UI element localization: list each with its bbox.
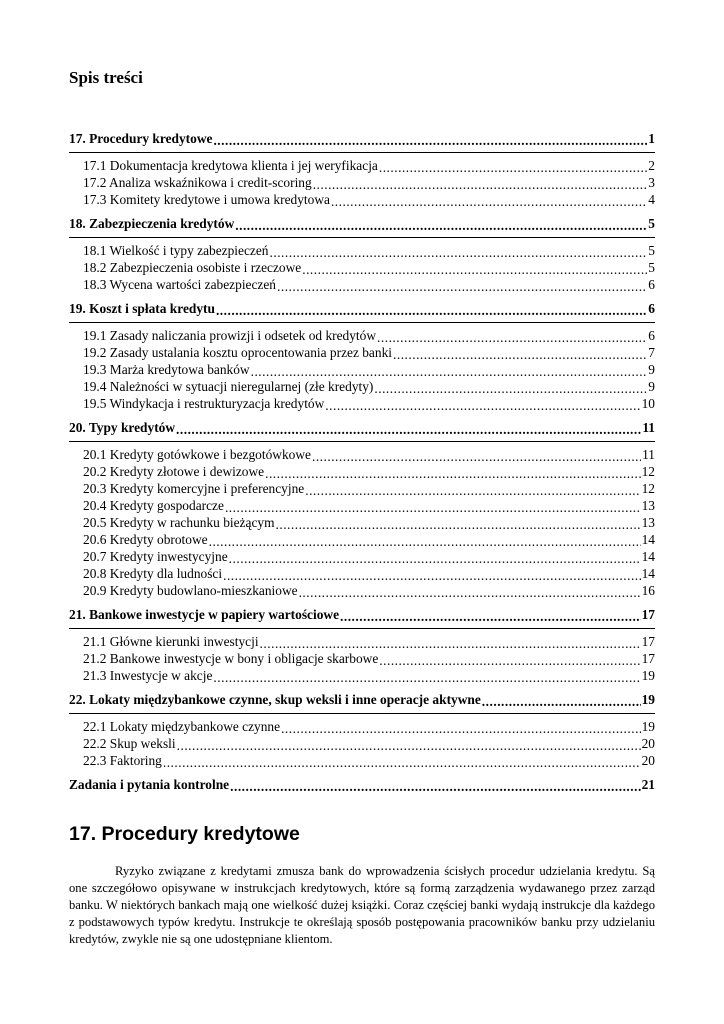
toc-entry-page: 19	[641, 719, 655, 734]
toc-entry-page: 19	[641, 692, 655, 707]
toc-entry-label: 20.5 Kredyty w rachunku bieżącym	[83, 515, 275, 530]
toc-entry-page: 14	[641, 566, 655, 581]
toc-entry-label: 19.5 Windykacja i restrukturyzacja kredytów	[83, 396, 325, 411]
dot-leader	[225, 501, 641, 514]
dot-leader	[230, 780, 640, 793]
toc-entry-label: 18. Zabezpieczenia kredytów	[69, 216, 235, 231]
toc-subsection-entry[interactable]	[69, 565, 655, 582]
toc-subsection-entry[interactable]	[69, 446, 655, 463]
toc-subsection-entry[interactable]	[69, 497, 655, 514]
toc-subsection-entry[interactable]	[69, 395, 655, 412]
toc-entry-page: 12	[641, 464, 655, 479]
toc-entry-page: 1	[648, 131, 655, 146]
toc-subsection-entry[interactable]	[69, 735, 655, 752]
toc-entry-label: 20.8 Kredyty dla ludności	[83, 566, 223, 581]
toc-subsection-entry[interactable]	[69, 157, 655, 174]
toc-entry-page: 2	[648, 158, 655, 173]
dot-leader	[235, 219, 647, 232]
dot-leader	[302, 263, 647, 276]
toc-subsection-entry[interactable]	[69, 327, 655, 344]
toc-entry-label: 19.2 Zasady ustalania kosztu oprocentowania przez banki	[83, 345, 392, 360]
toc-entry-label: Zadania i pytania kontrolne	[69, 777, 230, 792]
toc-entry-page: 17	[641, 634, 655, 649]
toc-entry-page: 6	[648, 277, 655, 292]
toc-entry-page: 12	[641, 481, 655, 496]
toc-entry-page: 5	[648, 243, 655, 258]
dot-leader	[305, 484, 640, 497]
dot-leader	[340, 610, 641, 623]
toc-entry-label: 18.3 Wycena wartości zabezpieczeń	[83, 277, 277, 292]
toc-entry-page: 14	[641, 532, 655, 547]
toc-entry-page: 21	[641, 777, 655, 792]
dot-leader	[313, 178, 648, 191]
toc-entry-label: 20.4 Kredyty gospodarcze	[83, 498, 224, 513]
toc-entry-label: 18.1 Wielkość i typy zabezpieczeń	[83, 243, 269, 258]
toc-section-entry[interactable]	[69, 296, 655, 317]
toc-entry-page: 7	[648, 345, 655, 360]
toc-entry-label: 22.3 Faktoring	[83, 753, 162, 768]
dot-leader	[209, 535, 641, 548]
toc-entry-label: 20.7 Kredyty inwestycyjne	[83, 549, 228, 564]
dot-leader	[213, 671, 640, 684]
toc-subsection-entry[interactable]	[69, 514, 655, 531]
toc-entry-label: 19.4 Należności w sytuacji nieregularnej (złe kredyty)	[83, 379, 374, 394]
toc-subsection-entry[interactable]	[69, 463, 655, 480]
toc-subsection-entry[interactable]	[69, 752, 655, 769]
dot-leader	[377, 331, 647, 344]
toc-entry-page: 13	[641, 515, 655, 530]
toc-entry-page: 5	[648, 216, 655, 231]
toc-title: Spis treści	[69, 68, 143, 87]
dot-leader	[281, 722, 641, 735]
dot-leader	[379, 161, 647, 174]
toc-subsection-entry[interactable]	[69, 361, 655, 378]
toc-entry-page: 17	[641, 607, 655, 622]
toc-entry-page: 6	[648, 328, 655, 343]
dot-leader	[223, 569, 641, 582]
toc-entry-label: 17.2 Analiza wskaźnikowa i credit-scoring	[83, 175, 312, 190]
toc-entry-page: 20	[641, 753, 655, 768]
toc-entry-page: 3	[648, 175, 655, 190]
toc-entry-label: 19.1 Zasady naliczania prowizji i odsetek od kredytów	[83, 328, 377, 343]
toc-subsection-entry[interactable]	[69, 650, 655, 667]
dot-leader	[163, 756, 641, 769]
toc-entry-label: 20. Typy kredytów	[69, 420, 176, 435]
toc-section-entry[interactable]	[69, 126, 655, 147]
table-of-contents	[69, 126, 655, 798]
dot-leader	[331, 195, 647, 208]
toc-entry-label: 22. Lokaty międzybankowe czynne, skup weksli i inne operacje aktywne	[69, 692, 481, 707]
toc-entry-label: 22.2 Skup weksli	[83, 736, 176, 751]
toc-subsection-entry[interactable]	[69, 344, 655, 361]
dot-leader	[177, 739, 641, 752]
dot-leader	[216, 304, 647, 317]
chapter-heading: 17. Procedury kredytowe	[69, 823, 300, 845]
toc-entry-label: 20.1 Kredyty gotówkowe i bezgotówkowe	[83, 447, 311, 462]
toc-subsection-group	[69, 237, 655, 293]
toc-subsection-entry[interactable]	[69, 531, 655, 548]
toc-entry-page: 16	[641, 583, 655, 598]
dot-leader	[325, 399, 640, 412]
toc-entry-label: 18.2 Zabezpieczenia osobiste i rzeczowe	[83, 260, 302, 275]
toc-entry-page: 14	[641, 549, 655, 564]
toc-entry-page: 5	[648, 260, 655, 275]
toc-entry-page: 13	[641, 498, 655, 513]
dot-leader	[270, 246, 648, 259]
toc-entry-label: 19. Koszt i spłata kredytu	[69, 301, 215, 316]
dot-leader	[213, 134, 647, 147]
dot-leader	[482, 695, 641, 708]
toc-subsection-entry[interactable]	[69, 174, 655, 191]
toc-entry-page: 10	[641, 396, 655, 411]
toc-entry-page: 19	[641, 668, 655, 683]
toc-subsection-entry[interactable]	[69, 548, 655, 565]
toc-entry-label: 17. Procedury kredytowe	[69, 131, 213, 146]
toc-entry-label: 20.3 Kredyty komercyjne i preferencyjne	[83, 481, 305, 496]
dot-leader	[379, 654, 640, 667]
toc-entry-label: 21.3 Inwestycje w akcje	[83, 668, 213, 683]
toc-subsection-group	[69, 628, 655, 684]
toc-subsection-entry[interactable]	[69, 191, 655, 208]
toc-entry-label: 21. Bankowe inwestycje w papiery wartościowe	[69, 607, 340, 622]
dot-leader	[260, 637, 641, 650]
toc-entry-page: 6	[648, 301, 655, 316]
toc-entry-label: 17.3 Komitety kredytowe i umowa kredytowa	[83, 192, 330, 207]
toc-entry-page: 20	[641, 736, 655, 751]
toc-entry-page: 9	[648, 362, 655, 377]
dot-leader	[312, 450, 641, 463]
dot-leader	[276, 518, 641, 531]
toc-entry-label: 19.3 Marża kredytowa banków	[83, 362, 250, 377]
toc-subsection-entry[interactable]	[69, 259, 655, 276]
toc-subsection-entry[interactable]	[69, 242, 655, 259]
toc-subsection-entry[interactable]	[69, 718, 655, 735]
dot-leader	[299, 586, 641, 599]
toc-entry-label: 17.1 Dokumentacja kredytowa klienta i jej weryfikacja	[83, 158, 378, 173]
toc-entry-page: 11	[642, 447, 655, 462]
toc-section-entry[interactable]	[69, 602, 655, 623]
dot-leader	[265, 467, 641, 480]
toc-entry-label: 21.1 Główne kierunki inwestycji	[83, 634, 259, 649]
toc-section-entry[interactable]	[69, 772, 655, 793]
dot-leader	[277, 280, 647, 293]
toc-entry-page: 17	[641, 651, 655, 666]
dot-leader	[393, 348, 647, 361]
toc-subsection-group	[69, 441, 655, 599]
toc-entry-page: 11	[642, 420, 655, 435]
dot-leader	[176, 423, 641, 436]
toc-subsection-group	[69, 713, 655, 769]
toc-entry-label: 20.2 Kredyty złotowe i dewizowe	[83, 464, 265, 479]
toc-entry-label: 20.9 Kredyty budowlano-mieszkaniowe	[83, 583, 298, 598]
toc-section-entry[interactable]	[69, 687, 655, 708]
toc-section-entry[interactable]	[69, 211, 655, 232]
toc-subsection-entry[interactable]	[69, 667, 655, 684]
dot-leader	[229, 552, 641, 565]
toc-entry-label: 20.6 Kredyty obrotowe	[83, 532, 208, 547]
toc-subsection-group	[69, 152, 655, 208]
dot-leader	[251, 365, 648, 378]
dot-leader	[374, 382, 647, 395]
toc-entry-label: 21.2 Bankowe inwestycje w bony i obligacje skarbowe	[83, 651, 379, 666]
toc-subsection-entry[interactable]	[69, 378, 655, 395]
toc-subsection-group	[69, 322, 655, 412]
toc-subsection-entry[interactable]	[69, 633, 655, 650]
toc-section-entry[interactable]	[69, 415, 655, 436]
toc-entry-label: 22.1 Lokaty międzybankowe czynne	[83, 719, 281, 734]
toc-subsection-entry[interactable]	[69, 480, 655, 497]
chapter-paragraph: Ryzyko związane z kredytami zmusza bank do wprowadzenia ścisłych procedur udzielania kredytu. Są one szczegółowo opisywane w instrukcjach kredytowych, które są formą zarządzenia wydawanego przez zarząd banku. W niektórych bankach mają one wielkość dużej książki. Coraz częściej banki wydają instrukcje dla każdego z podstawowych typów kredytu. Instrukcje te określają sposób postępowania pracowników banku przy udzielaniu kredytów, zwykle nie są one udostępniane klientom.	[69, 864, 655, 946]
toc-subsection-entry[interactable]	[69, 276, 655, 293]
toc-entry-page: 4	[648, 192, 655, 207]
toc-entry-page: 9	[648, 379, 655, 394]
toc-subsection-entry[interactable]	[69, 582, 655, 599]
